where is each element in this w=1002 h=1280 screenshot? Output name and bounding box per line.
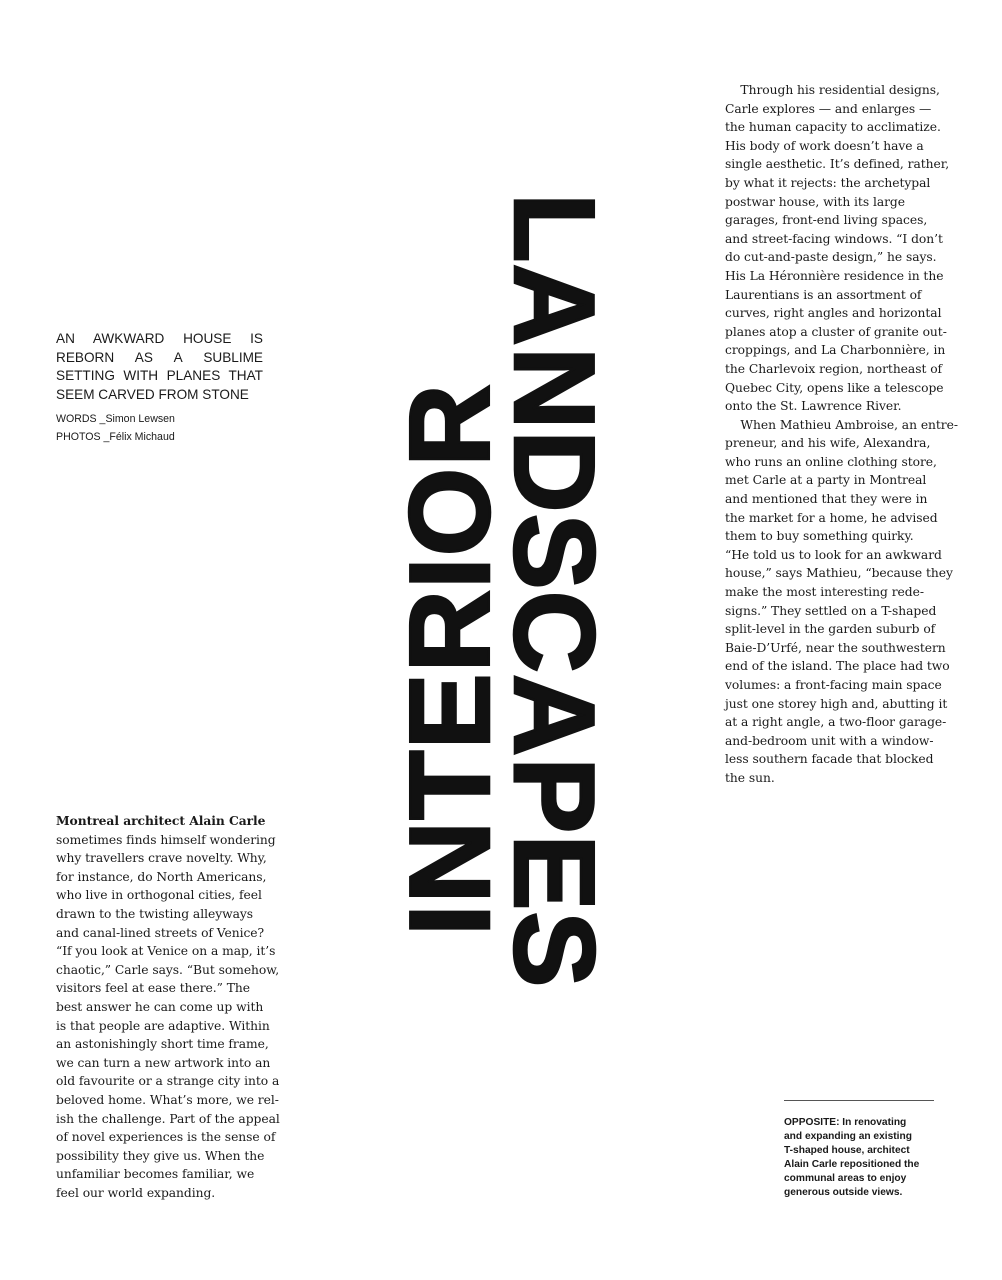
- title-line-interior: INTERIOR: [387, 383, 514, 936]
- body-line: end of the island. The place had two: [725, 659, 950, 674]
- right-body-column: [725, 81, 958, 788]
- body-line: Through his residential designs,: [725, 83, 940, 97]
- body-line: Baie-D’Urfé, near the southwestern: [725, 640, 946, 655]
- body-line: curves, right angles and horizontal: [725, 306, 942, 321]
- body-line: old favourite or a strange city into a: [56, 1074, 280, 1089]
- body-line: onto the St. Lawrence River.: [725, 399, 902, 414]
- body-line: preneur, and his wife, Alexandra,: [725, 436, 931, 451]
- body-line: Carle explores — and enlarges —: [725, 101, 932, 116]
- body-line: His La Héronnière residence in the: [725, 268, 944, 283]
- body-line: chaotic,” Carle says. “But somehow,: [56, 962, 280, 977]
- body-line: met Carle at a party in Montreal: [725, 473, 927, 488]
- body-line: “If you look at Venice on a map, it’s: [56, 944, 276, 959]
- body-line: and canal-lined streets of Venice?: [56, 925, 265, 940]
- body-line: at a right angle, a two-floor garage-: [725, 715, 947, 730]
- body-line: Laurentians is an assortment of: [725, 287, 922, 302]
- body-line: planes atop a cluster of granite out-: [725, 324, 947, 339]
- body-line: croppings, and La Charbonnière, in: [725, 343, 946, 358]
- body-line: ish the challenge. Part of the appeal: [56, 1111, 280, 1126]
- body-line: for instance, do North Americans,: [56, 869, 267, 884]
- body-line: the Charlevoix region, northeast of: [725, 361, 943, 376]
- body-line: and mentioned that they were in: [725, 492, 928, 507]
- body-line: is that people are adaptive. Within: [56, 1018, 270, 1033]
- body-line: less southern facade that blocked: [725, 752, 934, 767]
- words-credit: WORDS _Simon Lewsen: [56, 413, 175, 425]
- body-line: drawn to the twisting alleyways: [56, 906, 254, 921]
- photo-caption: [784, 1116, 944, 1200]
- photos-credit: PHOTOS _Félix Michaud: [56, 431, 175, 443]
- body-line: who live in orthogonal cities, feel: [56, 888, 262, 903]
- body-line: split-level in the garden suburb of: [725, 622, 936, 637]
- body-line: who runs an online clothing store,: [725, 454, 937, 469]
- body-line: we can turn a new artwork into an: [56, 1055, 271, 1070]
- lead-in: Montreal architect Alain Carle: [56, 813, 266, 828]
- body-line: feel our world expanding.: [56, 1185, 216, 1200]
- body-line: by what it rejects: the archetypal: [725, 175, 931, 190]
- body-line: best answer he can come up with: [56, 999, 264, 1014]
- caption-line: Alain Carle repositioned the: [784, 1159, 920, 1170]
- body-line: the market for a home, he advised: [725, 510, 938, 525]
- article-credits: [56, 410, 175, 446]
- body-line: the sun.: [725, 770, 775, 785]
- caption-line: communal areas to enjoy: [784, 1173, 907, 1184]
- body-line: single aesthetic. It’s defined, rather,: [725, 157, 950, 172]
- caption-line: and expanding an existing: [784, 1131, 912, 1142]
- title-line-landscapes: LANDSCAPES: [490, 193, 617, 989]
- body-line: possibility they give us. When the: [56, 1148, 265, 1163]
- body-line: of novel experiences is the sense of: [56, 1130, 276, 1145]
- caption-line: OPPOSITE: In renovating: [784, 1117, 907, 1128]
- body-line: sometimes finds himself wondering: [56, 832, 276, 847]
- body-line: house,” says Mathieu, “because they: [725, 566, 953, 581]
- body-line: “He told us to look for an awkward: [725, 547, 942, 562]
- body-line: just one storey high and, abutting it: [725, 696, 948, 711]
- caption-divider: [784, 1100, 934, 1101]
- body-line: an astonishingly short time frame,: [56, 1037, 269, 1052]
- body-line: His body of work doesn’t have a: [725, 138, 924, 153]
- body-line: Quebec City, opens like a telescope: [725, 380, 944, 395]
- body-line: and street-facing windows. “I don’t: [725, 231, 943, 246]
- body-line: visitors feel at ease there.” The: [56, 981, 250, 996]
- body-line: unfamiliar becomes familiar, we: [56, 1167, 255, 1182]
- body-line: and-bedroom unit with a window-: [725, 733, 934, 748]
- left-body-column: [56, 812, 280, 1202]
- body-line: signs.” They settled on a T-shaped: [725, 603, 937, 618]
- article-deck: AN AWKWARD HOUSE IS REBORN AS A SUBLIME SETTING WITH PLANES THAT SEEM CARVED FROM STONE: [56, 331, 263, 402]
- body-line: the human capacity to acclimatize.: [725, 120, 941, 135]
- caption-line: generous outside views.: [784, 1187, 903, 1198]
- body-line: why travellers crave novelty. Why,: [56, 851, 267, 866]
- body-line: postwar house, with its large: [725, 194, 905, 209]
- body-line: When Mathieu Ambroise, an entre-: [725, 417, 958, 432]
- caption-line: T-shaped house, architect: [784, 1145, 910, 1156]
- body-line: beloved home. What’s more, we rel-: [56, 1092, 279, 1107]
- body-line: volumes: a front-facing main space: [725, 678, 942, 692]
- body-line: do cut-and-paste design,” he says.: [725, 250, 937, 265]
- body-line: make the most interesting rede-: [725, 585, 924, 600]
- body-line: them to buy something quirky.: [725, 529, 914, 544]
- body-line: garages, front-end living spaces,: [725, 213, 928, 228]
